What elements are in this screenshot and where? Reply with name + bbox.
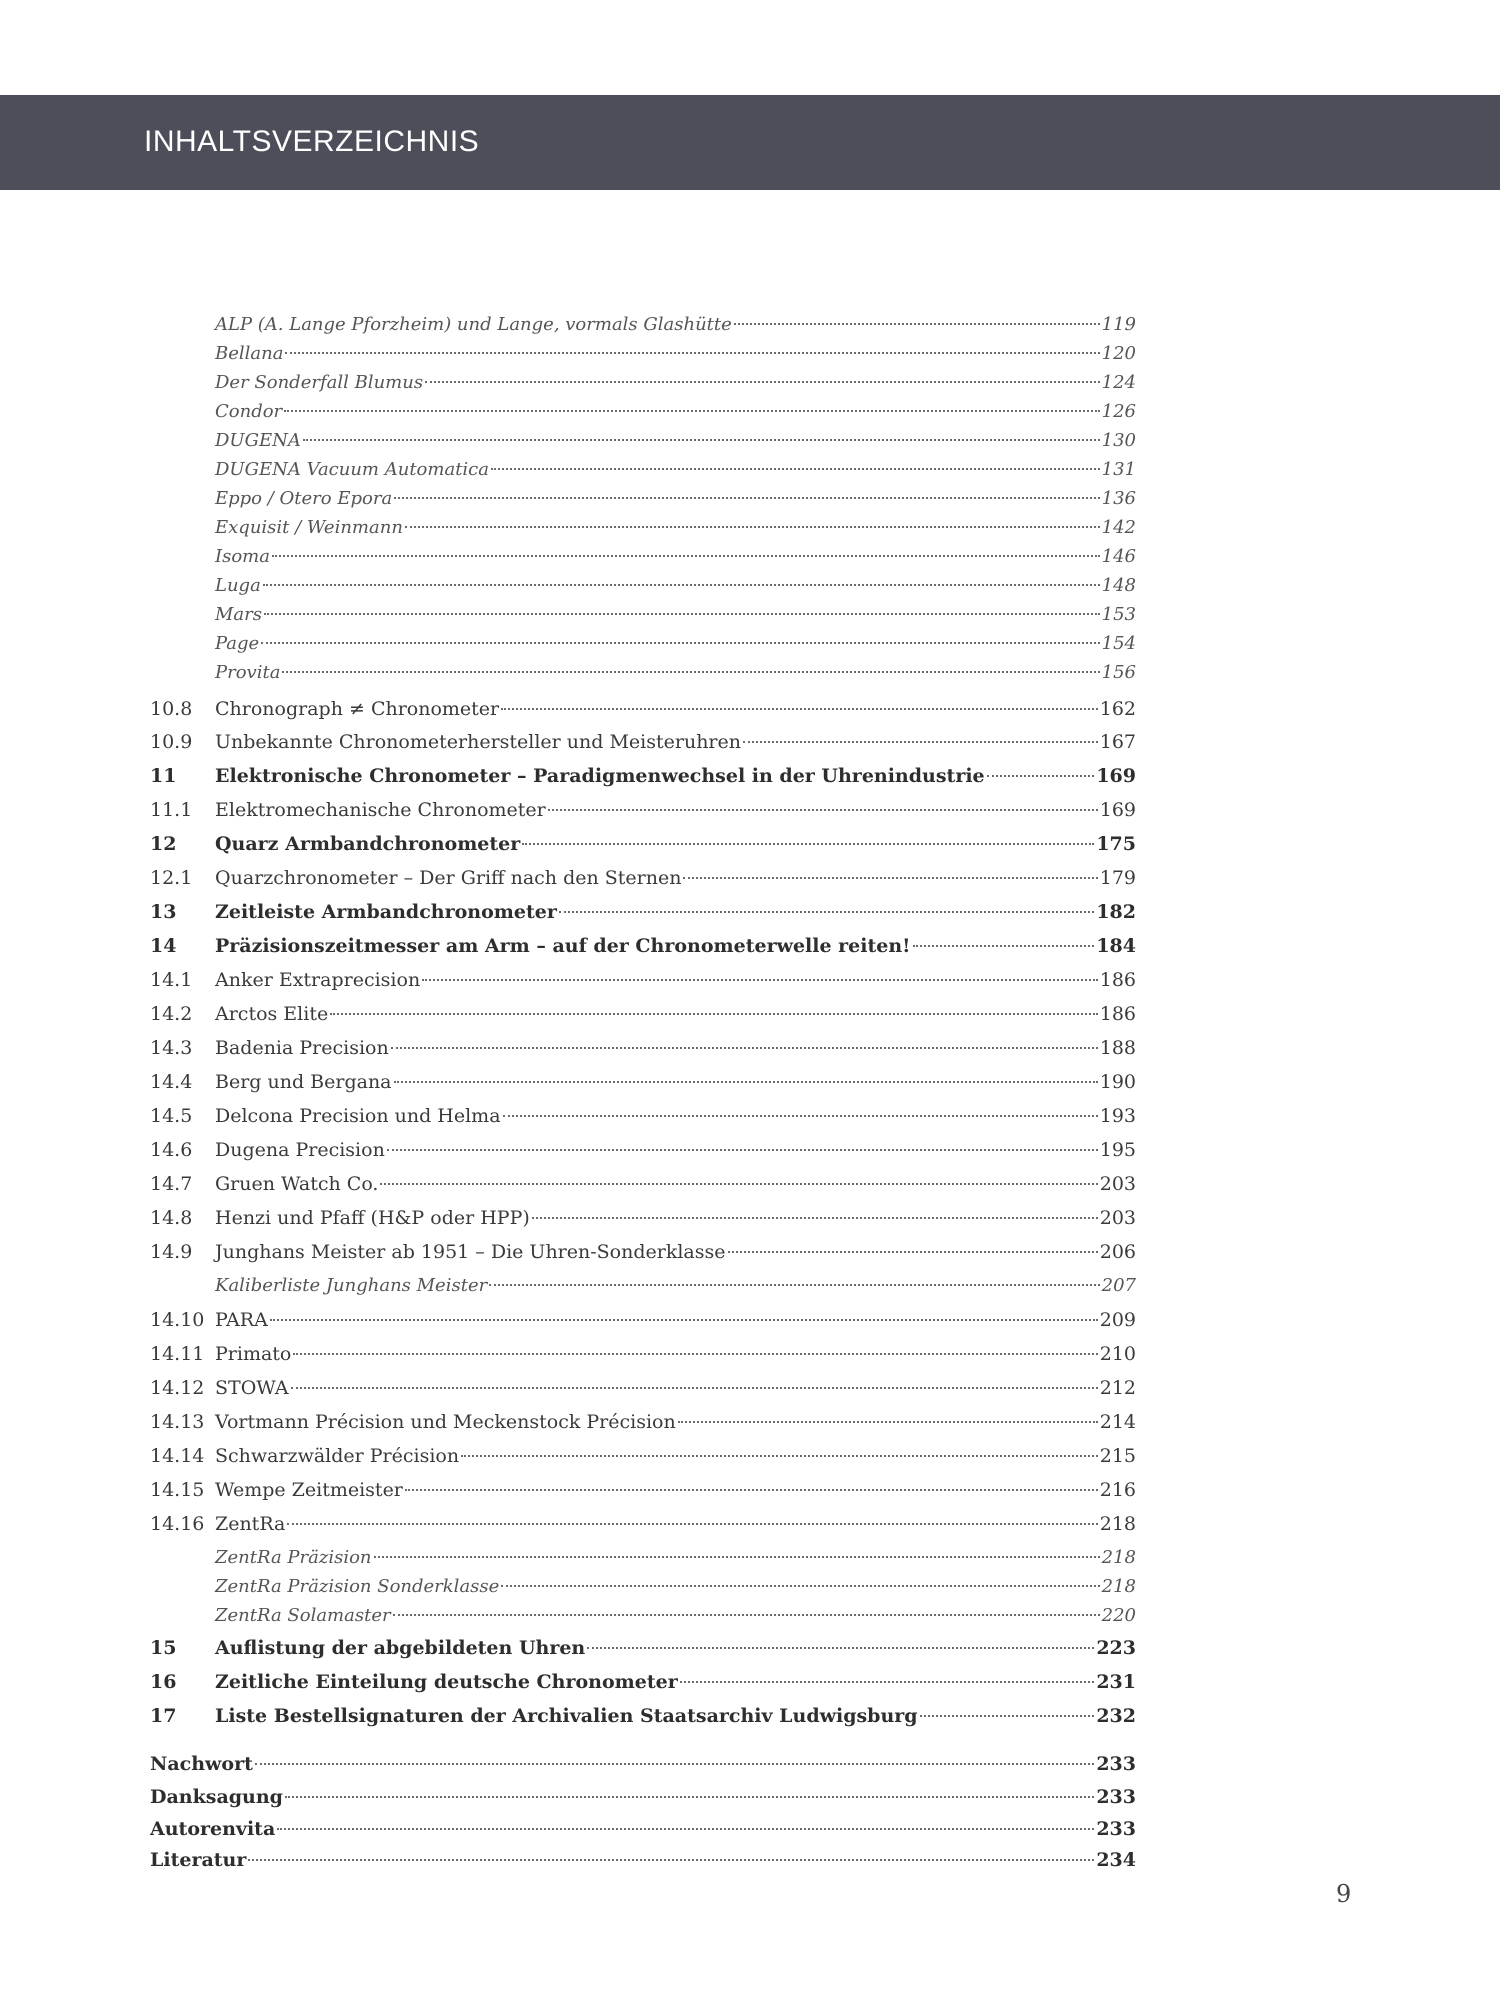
toc-entry (150, 969, 1136, 991)
toc-entry-title: Quarzchronometer – Der Griff nach den Sternen (215, 867, 682, 889)
toc-leader-dots (282, 671, 1099, 673)
toc-entry-title: Präzisionszeitmesser am Arm – auf der Chronometerwelle reiten! (215, 935, 911, 957)
toc-leader-dots (287, 1523, 1097, 1525)
toc-entry-title: Elektromechanische Chronometer (215, 799, 546, 821)
toc-entry-number: 14.11 (150, 1343, 205, 1365)
toc-entry (150, 698, 1136, 720)
toc-leader-dots (728, 1251, 1098, 1253)
toc-entry (150, 1753, 1136, 1775)
toc-entry-number: 14.3 (150, 1037, 193, 1059)
toc-entry-title: Condor (215, 401, 283, 422)
toc-leader-dots (683, 877, 1097, 879)
toc-entry-page: 156 (1101, 662, 1136, 683)
toc-entry-title: Luga (215, 575, 261, 596)
toc-entry-number: 11.1 (150, 799, 193, 821)
toc-entry-page: 124 (1101, 372, 1136, 393)
toc-entry (150, 1479, 1136, 1501)
toc-entry-page: 218 (1099, 1513, 1136, 1535)
toc-entry (150, 833, 1136, 855)
toc-entry-page: 120 (1101, 343, 1136, 364)
toc-entry-title: DUGENA Vacuum Automatica (215, 459, 489, 480)
toc-entry-page: 203 (1099, 1207, 1136, 1229)
toc-entry-title: ZentRa Präzision Sonderklasse (215, 1576, 500, 1597)
toc-entry-title: Gruen Watch Co. (215, 1173, 379, 1195)
toc-entry (150, 401, 1136, 422)
toc-leader-dots (391, 1047, 1098, 1049)
toc-entry (150, 1705, 1136, 1727)
toc-entry (150, 1309, 1136, 1331)
toc-entry (150, 1818, 1136, 1840)
toc-entry-title: Page (215, 633, 260, 654)
toc-entry-page: 195 (1099, 1139, 1136, 1161)
toc-entry-number: 15 (150, 1637, 177, 1659)
toc-entry-page: 215 (1099, 1445, 1136, 1467)
toc-entry-page: 130 (1101, 430, 1136, 451)
toc-entry (150, 1411, 1136, 1433)
toc-entry-title: Danksagung (150, 1786, 283, 1808)
toc-entry-number: 14.5 (150, 1105, 193, 1127)
toc-entry-title: Primato (215, 1343, 292, 1365)
toc-entry-title: Wempe Zeitmeister (215, 1479, 403, 1501)
toc-entry-number: 10.8 (150, 698, 193, 720)
toc-entry-title: Provita (215, 662, 281, 683)
toc-entry (150, 799, 1136, 821)
toc-entry-page: 223 (1096, 1637, 1136, 1659)
toc-entry (150, 604, 1136, 625)
toc-entry-title: Auflistung der abgebildeten Uhren (215, 1637, 586, 1659)
toc-entry-title: Quarz Armbandchronometer (215, 833, 521, 855)
toc-entry-title: Kaliberliste Junghans Meister (215, 1275, 488, 1296)
toc-entry (150, 1037, 1136, 1059)
toc-entry-number: 12 (150, 833, 177, 855)
toc-entry-page: 209 (1099, 1309, 1136, 1331)
toc-leader-dots (734, 323, 1100, 325)
toc-entry (150, 1275, 1136, 1296)
toc-leader-dots (405, 1489, 1098, 1491)
toc-entry-number: 14.10 (150, 1309, 205, 1331)
toc-entry-page: 179 (1099, 867, 1136, 889)
toc-entry-title: Arctos Elite (215, 1003, 329, 1025)
toc-entry-page: 214 (1099, 1411, 1136, 1433)
toc-leader-dots (263, 584, 1100, 586)
toc-entry-page: 233 (1096, 1753, 1136, 1775)
toc-leader-dots (405, 526, 1100, 528)
toc-entry (150, 314, 1136, 335)
toc-entry-page: 153 (1101, 604, 1136, 625)
toc-leader-dots (291, 1387, 1098, 1389)
toc-entry-page: 207 (1101, 1275, 1136, 1296)
toc-entry-page: 154 (1101, 633, 1136, 654)
toc-leader-dots (501, 1585, 1099, 1587)
toc-leader-dots (489, 1284, 1099, 1286)
toc-entry (150, 1105, 1136, 1127)
toc-leader-dots (248, 1859, 1094, 1861)
toc-entry-number: 14.8 (150, 1207, 193, 1229)
toc-entry-page: 220 (1101, 1605, 1136, 1626)
toc-entry (150, 1207, 1136, 1229)
toc-entry-title: Der Sonderfall Blumus (215, 372, 424, 393)
toc-entry-page: 167 (1099, 731, 1136, 753)
toc-entry-page: 233 (1096, 1786, 1136, 1808)
toc-entry (150, 1576, 1136, 1597)
toc-entry (150, 1071, 1136, 1093)
toc-leader-dots (532, 1217, 1098, 1219)
toc-entry (150, 1637, 1136, 1659)
toc-leader-dots (380, 1183, 1097, 1185)
toc-leader-dots (559, 911, 1095, 913)
toc-entry-title: Eppo / Otero Epora (215, 488, 393, 509)
toc-leader-dots (285, 352, 1099, 354)
toc-entry-page: 119 (1101, 314, 1136, 335)
toc-entry-title: DUGENA (215, 430, 301, 451)
toc-leader-dots (920, 1715, 1095, 1717)
toc-entry-title: Bellana (215, 343, 284, 364)
toc-entry-number: 12.1 (150, 867, 193, 889)
toc-leader-dots (987, 775, 1095, 777)
toc-entry (150, 1786, 1136, 1808)
toc-leader-dots (461, 1455, 1098, 1457)
toc-entry-page: 188 (1099, 1037, 1136, 1059)
toc-leader-dots (491, 468, 1100, 470)
toc-leader-dots (548, 809, 1098, 811)
toc-entry-page: 162 (1099, 698, 1136, 720)
toc-leader-dots (272, 555, 1100, 557)
toc-entry-title: Berg und Bergana (215, 1071, 392, 1093)
toc-entry-page: 203 (1099, 1173, 1136, 1195)
toc-leader-dots (261, 642, 1099, 644)
toc-leader-dots (387, 1149, 1098, 1151)
toc-entry-page: 218 (1101, 1576, 1136, 1597)
toc-entry (150, 1139, 1136, 1161)
toc-entry-page: 131 (1101, 459, 1136, 480)
toc-entry-number: 16 (150, 1671, 177, 1693)
toc-entry-title: Delcona Precision und Helma (215, 1105, 501, 1127)
toc-leader-dots (303, 439, 1100, 441)
toc-entry (150, 765, 1136, 787)
toc-entry-number: 14.12 (150, 1377, 205, 1399)
toc-entry-page: 233 (1096, 1818, 1136, 1840)
toc-entry (150, 633, 1136, 654)
toc-leader-dots (284, 410, 1099, 412)
toc-entry-page: 218 (1101, 1547, 1136, 1568)
toc-leader-dots (285, 1796, 1094, 1798)
toc-entry-page: 175 (1096, 833, 1136, 855)
toc-leader-dots (522, 843, 1094, 845)
toc-entry-page: 126 (1101, 401, 1136, 422)
toc-entry-title: Isoma (215, 546, 270, 567)
toc-leader-dots (680, 1681, 1095, 1683)
toc-leader-dots (503, 1115, 1098, 1117)
toc-entry (150, 459, 1136, 480)
toc-entry-number: 14.15 (150, 1479, 205, 1501)
toc-entry-number: 14.13 (150, 1411, 205, 1433)
toc-leader-dots (374, 1556, 1100, 1558)
toc-entry-number: 10.9 (150, 731, 193, 753)
toc-entry (150, 430, 1136, 451)
toc-entry-title: Liste Bestellsignaturen der Archivalien Staatsarchiv Ludwigsburg (215, 1705, 918, 1727)
toc-leader-dots (422, 979, 1098, 981)
toc-entry-page: 231 (1096, 1671, 1136, 1693)
toc-entry-number: 14.16 (150, 1513, 205, 1535)
toc-entry (150, 731, 1136, 753)
toc-entry (150, 1671, 1136, 1693)
toc-leader-dots (394, 1081, 1098, 1083)
toc-leader-dots (255, 1763, 1094, 1765)
toc-entry (150, 935, 1136, 957)
toc-entry-title: ZentRa Solamaster (215, 1605, 391, 1626)
toc-entry-title: Schwarzwälder Précision (215, 1445, 460, 1467)
toc-entry-title: Henzi und Pfaff (H&P oder HPP) (215, 1207, 530, 1229)
toc-leader-dots (277, 1828, 1094, 1830)
toc-entry-title: Dugena Precision (215, 1139, 385, 1161)
toc-entry-page: 190 (1099, 1071, 1136, 1093)
toc-entry-number: 17 (150, 1705, 177, 1727)
toc-entry (150, 1003, 1136, 1025)
toc-entry (150, 1343, 1136, 1365)
toc-entry-title: Zeitliche Einteilung deutsche Chronometer (215, 1671, 678, 1693)
toc-entry (150, 575, 1136, 596)
toc-entry-number: 14.1 (150, 969, 193, 991)
toc-leader-dots (678, 1421, 1098, 1423)
toc-entry (150, 1547, 1136, 1568)
toc-entry (150, 1445, 1136, 1467)
toc-entry (150, 517, 1136, 538)
toc-entry-title: PARA (215, 1309, 268, 1331)
toc-entry (150, 488, 1136, 509)
toc-entry-title: STOWA (215, 1377, 289, 1399)
toc-entry-title: Exquisit / Weinmann (215, 517, 403, 538)
toc-entry-page: 146 (1101, 546, 1136, 567)
toc-entry-page: 210 (1099, 1343, 1136, 1365)
header-band (0, 95, 1500, 190)
toc-entry (150, 1605, 1136, 1626)
page-title: INHALTSVERZEICHNIS (144, 125, 480, 158)
toc-leader-dots (913, 945, 1095, 947)
toc-entry-number: 14.7 (150, 1173, 193, 1195)
toc-entry-title: Anker Extraprecision (215, 969, 421, 991)
toc-entry (150, 343, 1136, 364)
toc-entry-title: Badenia Precision (215, 1037, 389, 1059)
toc-leader-dots (264, 613, 1100, 615)
toc-entry-title: Unbekannte Chronometerhersteller und Meisteruhren (215, 731, 741, 753)
toc-entry (150, 372, 1136, 393)
toc-entry-number: 14 (150, 935, 177, 957)
toc-entry (150, 867, 1136, 889)
toc-entry (150, 1513, 1136, 1535)
toc-entry-title: Zeitleiste Armbandchronometer (215, 901, 557, 923)
toc-entry (150, 1173, 1136, 1195)
toc-entry-page: 234 (1096, 1849, 1136, 1871)
toc-entry-number: 14.2 (150, 1003, 193, 1025)
toc-leader-dots (425, 381, 1100, 383)
toc-leader-dots (270, 1319, 1098, 1321)
toc-entry-number: 14.4 (150, 1071, 193, 1093)
toc-entry-page: 136 (1101, 488, 1136, 509)
toc-entry-page: 186 (1099, 969, 1136, 991)
toc-entry-page: 169 (1096, 765, 1136, 787)
toc-leader-dots (394, 497, 1099, 499)
toc-entry-page: 232 (1096, 1705, 1136, 1727)
toc-entry-number: 14.9 (150, 1241, 193, 1263)
toc-entry-title: Nachwort (150, 1753, 253, 1775)
toc-entry-title: ALP (A. Lange Pforzheim) und Lange, vormals Glashütte (215, 314, 732, 335)
toc-entry-title: Junghans Meister ab 1951 – Die Uhren-Sonderklasse (215, 1241, 726, 1263)
toc-leader-dots (743, 741, 1098, 743)
toc-entry-page: 212 (1099, 1377, 1136, 1399)
toc-leader-dots (293, 1353, 1097, 1355)
toc-entry-page: 193 (1099, 1105, 1136, 1127)
toc-entry (150, 546, 1136, 567)
toc-leader-dots (330, 1013, 1098, 1015)
toc-entry (150, 1241, 1136, 1263)
toc-leader-dots (501, 708, 1098, 710)
toc-entry-page: 148 (1101, 575, 1136, 596)
toc-entry-title: Chronograph ≠ Chronometer (215, 698, 500, 720)
toc-entry-number: 11 (150, 765, 177, 787)
toc-leader-dots (587, 1647, 1094, 1649)
toc-entry (150, 901, 1136, 923)
toc-entry-title: Autorenvita (150, 1818, 276, 1840)
toc-entry (150, 1377, 1136, 1399)
toc-entry-title: Literatur (150, 1849, 247, 1871)
toc-entry-page: 169 (1099, 799, 1136, 821)
toc-entry-number: 14.14 (150, 1445, 205, 1467)
toc-entry-title: Mars (215, 604, 263, 625)
toc-leader-dots (393, 1614, 1100, 1616)
toc-entry-title: ZentRa (215, 1513, 286, 1535)
toc-entry-title: ZentRa Präzision (215, 1547, 372, 1568)
toc-entry-title: Vortmann Précision und Meckenstock Précision (215, 1411, 676, 1433)
toc-entry-number: 13 (150, 901, 177, 923)
toc-entry (150, 1849, 1136, 1871)
toc-entry-title: Elektronische Chronometer – Paradigmenwechsel in der Uhrenindustrie (215, 765, 985, 787)
toc-entry-page: 186 (1099, 1003, 1136, 1025)
toc-entry-page: 184 (1096, 935, 1136, 957)
toc-entry-page: 182 (1096, 901, 1136, 923)
toc-entry-page: 216 (1099, 1479, 1136, 1501)
toc-entry-number: 14.6 (150, 1139, 193, 1161)
page-number: 9 (1336, 1880, 1352, 1908)
toc-entry-page: 206 (1099, 1241, 1136, 1263)
toc-entry (150, 662, 1136, 683)
toc-entry-page: 142 (1101, 517, 1136, 538)
